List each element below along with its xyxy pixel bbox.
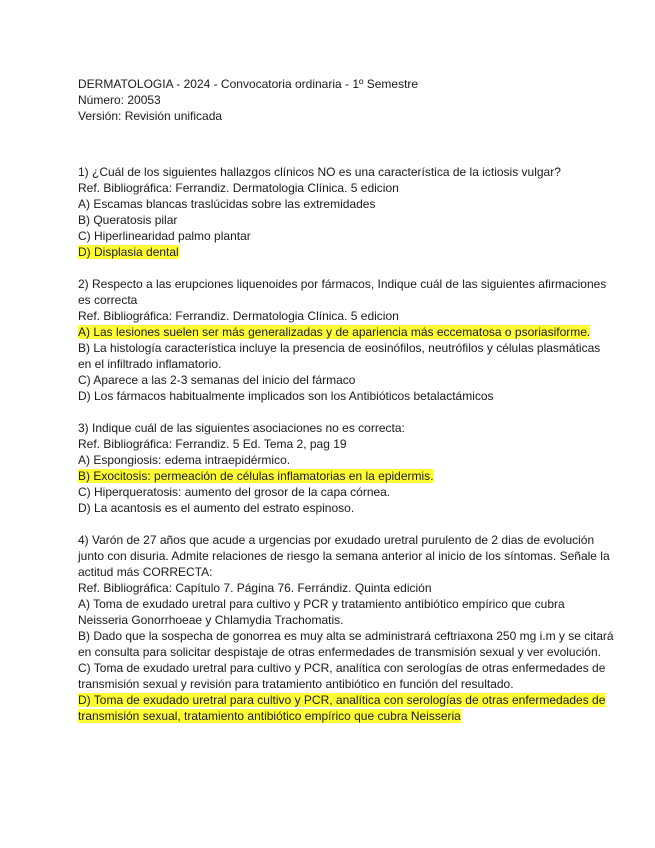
question-reference: Ref. Bibliográfica: Capítulo 7. Página 76. Ferrándiz. Quinta edición (78, 581, 432, 595)
question-reference: Ref. Bibliográfica: Ferrandiz. 5 Ed. Tema 2, pag 19 (78, 437, 347, 451)
question-4 (78, 532, 615, 724)
option-b: B) Dado que la sospecha de gonorrea es muy alta se administrará ceftriaxona 250 mg i.m y se citará en consulta para solicitar despistaje de otras enfermedades de transmisión sexual y ver evolución. (78, 629, 614, 659)
correct-answer-highlight: A) Las lesiones suelen ser más generalizadas y de apariencia más eccematosa o psoriasiforme. (78, 325, 591, 339)
option-b: B) Queratosis pilar (78, 213, 178, 227)
question-text: 2) Respecto a las erupciones liquenoides por fármacos, Indique cuál de las siguientes afirmaciones es correcta (78, 277, 607, 307)
option-d-correct (78, 692, 615, 724)
option-d: D) La acantosis es el aumento del estrato espinoso. (78, 501, 355, 515)
question-text: 1) ¿Cuál de los siguientes hallazgos clínicos NO es una característica de la ictiosis vulgar? (78, 165, 561, 179)
option-c: C) Hiperlinearidad palmo plantar (78, 229, 251, 243)
exam-version: Versión: Revisión unificada (78, 109, 223, 123)
question-reference: Ref. Bibliográfica: Ferrandiz. Dermatologia Clínica. 5 edicion (78, 181, 399, 195)
correct-answer-highlight: B) Exocitosis: permeación de células inflamatorias en la epidermis. (78, 469, 434, 483)
option-a: A) Escamas blancas traslúcidas sobre las extremidades (78, 197, 376, 211)
exam-title: DERMATOLOGIA - 2024 - Convocatoria ordinaria - 1º Semestre (78, 77, 419, 91)
option-c: C) Toma de exudado uretral para cultivo y PCR, analítica con serologías de otras enfermedades de transmisión sexual y revisión para tratamiento antibiótico en función del resultado. (78, 661, 606, 691)
question-reference: Ref. Bibliográfica: Ferrandiz. Dermatologia Clínica. 5 edicion (78, 309, 399, 323)
option-c: C) Aparece a las 2-3 semanas del inicio del fármaco (78, 373, 356, 387)
exam-number: Número: 20053 (78, 93, 161, 107)
option-b: B) La histología característica incluye la presencia de eosinófilos, neutrófilos y células plasmáticas en el infiltrado inflamatorio. (78, 341, 601, 371)
option-d-correct (78, 244, 615, 260)
option-d: D) Los fármacos habitualmente implicados son los Antibióticos betalactámicos (78, 389, 494, 403)
option-c: C) Hiperqueratosis: aumento del grosor de la capa córnea. (78, 485, 391, 499)
option-a: A) Espongiosis: edema intraepidérmico. (78, 453, 291, 467)
question-3 (78, 420, 615, 516)
correct-answer-highlight: D) Toma de exudado uretral para cultivo y PCR, analítica con serologías de otras enfermedades de transmisión sexual, tratamiento antibiótico empírico que cubra Neisseria (78, 693, 606, 723)
question-text: 3) Indique cuál de las siguientes asociaciones no es correcta: (78, 421, 405, 435)
option-a: A) Toma de exudado uretral para cultivo y PCR y tratamiento antibiótico empírico que cubra Neisseria Gonorrhoeae y Chlamydia Trachomatis. (78, 597, 565, 627)
option-a-correct (78, 324, 615, 340)
correct-answer-highlight: D) Displasia dental (78, 245, 179, 259)
question-text: 4) Varón de 27 años que acude a urgencias por exudado uretral purulento de 2 dias de evolución junto con disuria. Admite relaciones de riesgo la semana anterior al inicio de los síntomas. Señale la actitud más CORRECTA: (78, 533, 610, 579)
question-1 (78, 164, 615, 260)
question-2 (78, 276, 615, 404)
exam-header (78, 76, 615, 124)
option-b-correct (78, 468, 615, 484)
